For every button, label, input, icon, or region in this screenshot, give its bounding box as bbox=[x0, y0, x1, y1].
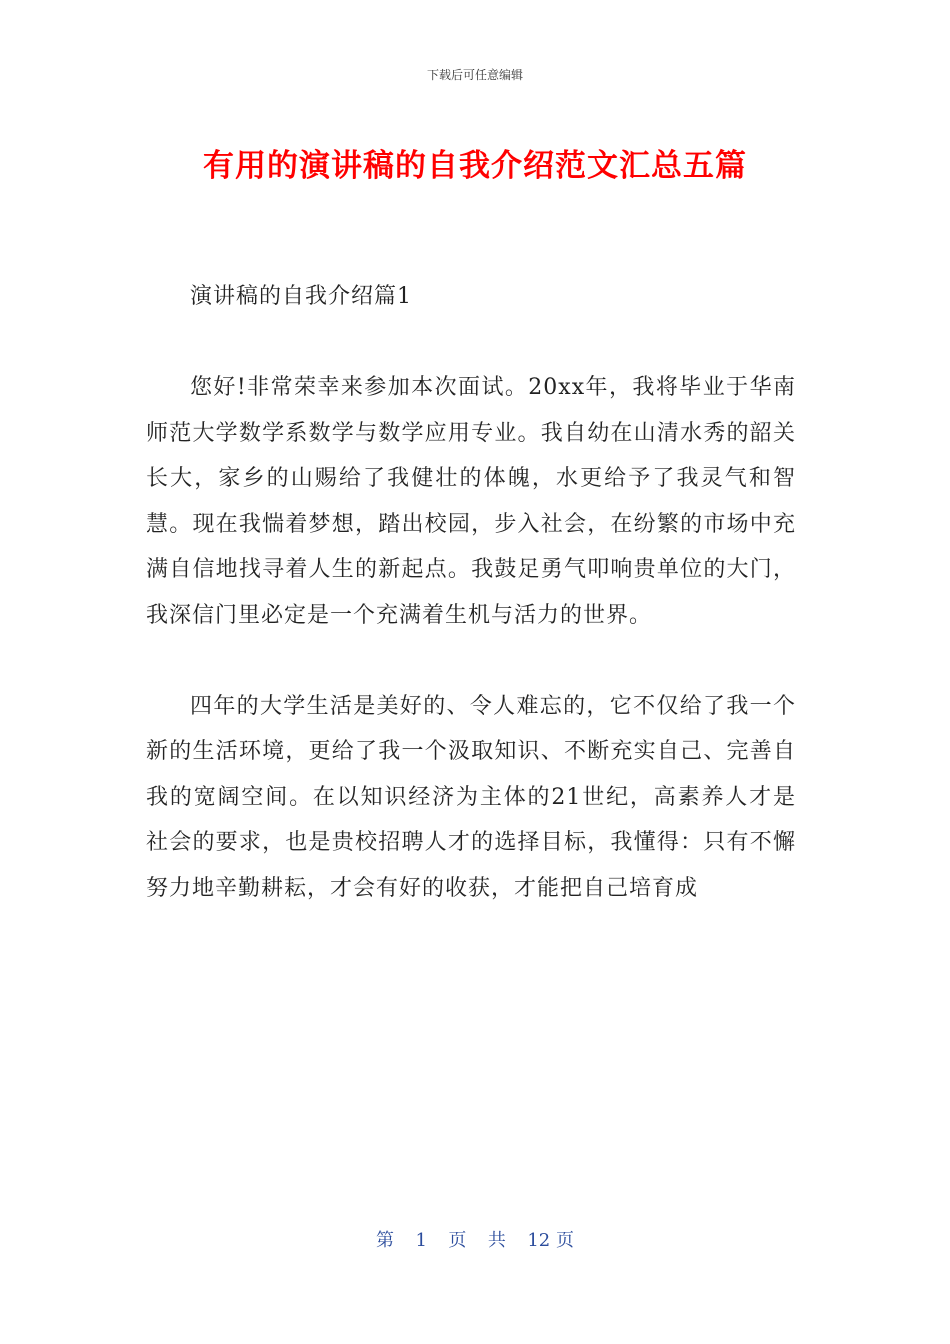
footer-current-page: 1 bbox=[415, 1230, 427, 1251]
footer-page-label: 页 bbox=[448, 1230, 467, 1251]
paragraph-1: 您好!非常荣幸来参加本次面试。20xx年，我将毕业于华南师范大学数学系数学与数学应用专业。我自幼在山清水秀的韶关长大，家乡的山赐给了我健壮的体魄，水更给予了我灵气和智慧。现在我惴着梦想，踏出校园，步入社会，在纷繁的市场中充满自信地找寻着人生的新起点。我鼓足勇气叩响贵单位的大门，我深信门里必定是一个充满着生机与活力的世界。 bbox=[146, 375, 796, 628]
section-heading: 演讲稿的自我介绍篇1 bbox=[190, 284, 412, 309]
footer-prefix: 第 bbox=[376, 1230, 395, 1251]
header-note: 下载后可任意编辑 bbox=[426, 68, 523, 82]
footer-suffix: 页 bbox=[555, 1230, 574, 1251]
page-footer bbox=[0, 1226, 950, 1252]
footer-total-pages: 12 bbox=[527, 1230, 551, 1251]
document-body bbox=[146, 274, 796, 911]
document-title: 有用的演讲稿的自我介绍范文汇总五篇 bbox=[203, 148, 747, 184]
footer-total-prefix: 共 bbox=[487, 1230, 506, 1251]
paragraph-2: 四年的大学生活是美好的、令人难忘的，它不仅给了我一个新的生活环境，更给了我一个汲取知识、不断充实自己、完善自我的宽阔空间。在以知识经济为主体的21世纪，高素养人才是社会的要求，也是贵校招聘人才的选择目标，我懂得：只有不懈努力地辛勤耕耘，才会有好的收获，才能把自己培育成 bbox=[146, 693, 796, 901]
